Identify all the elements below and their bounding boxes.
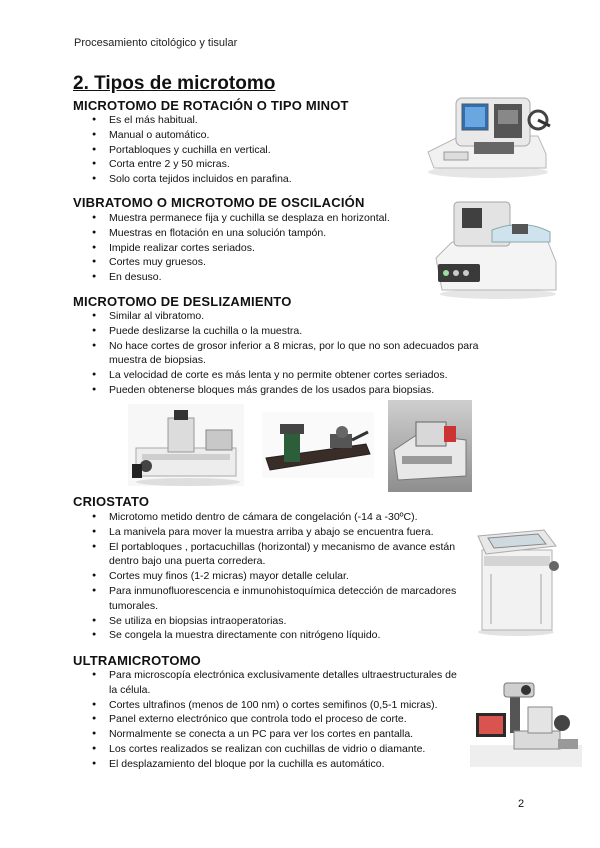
list-item: ● En desuso. (92, 270, 422, 285)
cryostat-image (472, 516, 560, 636)
page-header: Procesamiento citológico y tisular (74, 37, 238, 49)
section-title-rotacion: MICROTOMO DE ROTACIÓN O TIPO MINOT (73, 98, 349, 113)
list-deslizamiento (92, 309, 512, 398)
list-item: ● Panel externo electrónico que controla todo el proceso de corte. (92, 712, 464, 727)
list-item: ● Cortes ultrafinos (menos de 100 nm) o cortes semifinos (0,5-1 micras). (92, 698, 464, 713)
rotary-microtome-image (420, 92, 555, 180)
page-title: 2. Tipos de microtomo (73, 73, 276, 94)
list-item: ● Para microscopía electrónica exclusivamente detalles ultraestructurales de la célula. (92, 668, 464, 698)
list-item: ● El desplazamiento del bloque por la cuchilla es automático. (92, 757, 464, 772)
list-item: ● El portabloques , portacuchillas (horizontal) y mecanismo de avance están dentro bajo una puerta corredera. (92, 540, 470, 570)
list-item: ● Manual o automático. (92, 128, 412, 143)
section-title-deslizamiento: MICROTOMO DE DESLIZAMIENTO (73, 294, 292, 309)
list-item: ● Muestras en flotación en una solución tampón. (92, 226, 422, 241)
list-ultramicrotomo (92, 668, 464, 772)
list-rotacion (92, 113, 412, 187)
list-item: ● Para inmunofluorescencia e inmunohistoquímica detección de marcadores tumorales. (92, 584, 470, 614)
list-item: ● Puede deslizarse la cuchilla o la muestra. (92, 324, 512, 339)
sliding-microtome-image-1 (128, 404, 244, 486)
list-item: ● Impide realizar cortes seriados. (92, 241, 422, 256)
list-item: ● Corta entre 2 y 50 micras. (92, 157, 412, 172)
list-item: ● Muestra permanece fija y cuchilla se desplaza en horizontal. (92, 211, 422, 226)
sliding-microtome-image-2 (262, 412, 374, 478)
page-number: 2 (518, 798, 525, 810)
vibratome-image (432, 196, 560, 300)
list-item: ● Pueden obtenerse bloques más grandes de los usados para biopsias. (92, 383, 512, 398)
list-item: ● Portabloques y cuchilla en vertical. (92, 143, 412, 158)
list-item: ● Cortes muy gruesos. (92, 255, 422, 270)
section-title-criostato: CRIOSTATO (73, 494, 150, 509)
sliding-microtome-image-3 (388, 400, 472, 492)
list-item: ● La velocidad de corte es más lenta y no permite obtener cortes seriados. (92, 368, 512, 383)
list-item: ● Microtomo metido dentro de cámara de congelación (-14 a -30ºC). (92, 510, 470, 525)
list-criostato (92, 510, 470, 643)
list-item: ● Es el más habitual. (92, 113, 412, 128)
list-item: ● Se utiliza en biopsias intraoperatorias. (92, 614, 470, 629)
list-item: ● No hace cortes de grosor inferior a 8 micras, por lo que no son adecuados para muestra de biopsias. (92, 339, 512, 369)
list-item: ● Cortes muy finos (1-2 micras) mayor detalle celular. (92, 569, 470, 584)
list-vibratomo (92, 211, 422, 285)
list-item: ● La manivela para mover la muestra arriba y abajo se encuentra fuera. (92, 525, 470, 540)
section-title-ultramicrotomo: ULTRAMICROTOMO (73, 653, 201, 668)
list-item: ● Se congela la muestra directamente con nitrógeno líquido. (92, 628, 470, 643)
ultramicrotome-image (470, 673, 582, 767)
section-title-vibratomo: VIBRATOMO O MICROTOMO DE OSCILACIÓN (73, 195, 365, 210)
list-item: ● Normalmente se conecta a un PC para ver los cortes en pantalla. (92, 727, 464, 742)
list-item: ● Los cortes realizados se realizan con cuchillas de vidrio o diamante. (92, 742, 464, 757)
list-item: ● Solo corta tejidos incluidos en parafina. (92, 172, 412, 187)
list-item: ● Similar al vibratomo. (92, 309, 512, 324)
